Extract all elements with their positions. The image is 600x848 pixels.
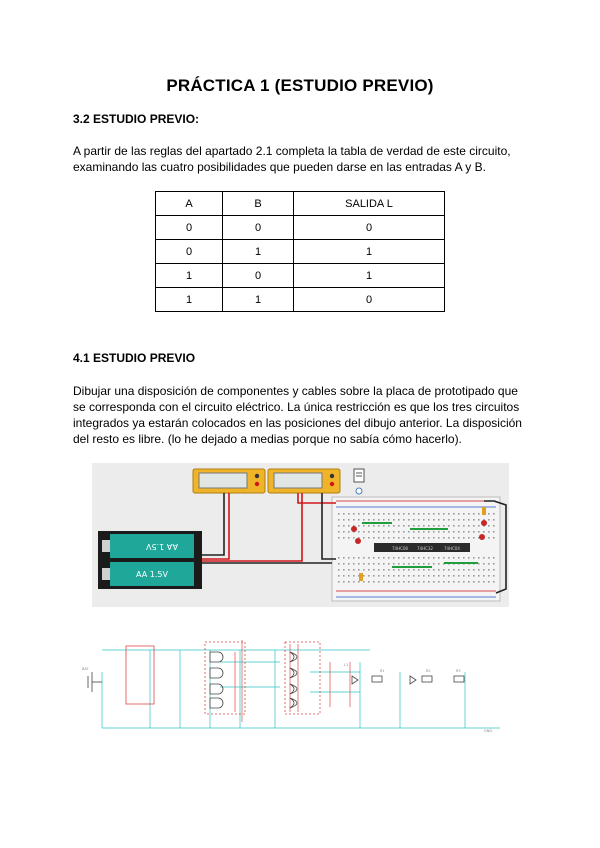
header-b: B — [223, 192, 294, 216]
cell-a: 1 — [156, 264, 223, 288]
paragraph-line: A partir de las reglas del apartado 2.1 completa la tabla de verdad de este circuito, — [73, 144, 511, 158]
paragraph-line: del resto es libre. (lo he dejado a medias porque no sabía cómo hacerlo). — [73, 432, 462, 446]
cell-b: 0 — [223, 216, 294, 240]
page-title: PRÁCTICA 1 (ESTUDIO PREVIO) — [166, 76, 434, 95]
table-row — [156, 264, 445, 288]
table-row — [156, 216, 445, 240]
notes-icon — [354, 469, 364, 494]
header-a: A — [156, 192, 223, 216]
section-heading-3-2: 3.2 ESTUDIO PREVIO: — [73, 112, 200, 126]
table-row — [156, 240, 445, 264]
section-3-2-paragraph — [73, 143, 533, 175]
svg-text:R3: R3 — [456, 669, 461, 673]
cell-a: 1 — [156, 288, 223, 312]
multimeter-right — [268, 469, 340, 493]
paragraph-line: examinando las cuatro posibilidades que pueden darse en las entradas A y B. — [73, 160, 486, 174]
multimeter-left — [193, 469, 265, 493]
paragraph-line: se corresponda con el circuito eléctrico. La única restricción es que los tres circuitos — [73, 400, 520, 414]
section-4-1-paragraph — [73, 383, 533, 447]
cell-b: 1 — [223, 288, 294, 312]
cell-b: 1 — [223, 240, 294, 264]
header-salida: SALIDA L — [294, 192, 445, 216]
cell-l: 0 — [294, 216, 445, 240]
cell-l: 1 — [294, 240, 445, 264]
schematic-drawing — [80, 632, 510, 742]
cell-b: 0 — [223, 264, 294, 288]
svg-text:74HC32: 74HC32 — [417, 546, 433, 551]
cell-a: 0 — [156, 216, 223, 240]
cell-l: 1 — [294, 264, 445, 288]
breadboard-drawing — [92, 463, 509, 607]
svg-text:74HC08: 74HC08 — [392, 546, 408, 551]
cell-l: 0 — [294, 288, 445, 312]
cell-a: 0 — [156, 240, 223, 264]
svg-text:BAT: BAT — [82, 667, 89, 671]
breadboard — [332, 497, 500, 601]
paragraph-line: integrados ya estarán colocados en las posiciones del dibujo anterior. La disposición — [73, 416, 522, 430]
section-heading-4-1: 4.1 ESTUDIO PREVIO — [73, 351, 196, 365]
svg-text:GND: GND — [484, 729, 493, 733]
svg-text:R1: R1 — [380, 669, 385, 673]
svg-text:R2: R2 — [426, 669, 431, 673]
svg-text:74HC04: 74HC04 — [444, 546, 460, 551]
truth-table — [155, 191, 445, 312]
svg-text:L1: L1 — [344, 663, 349, 667]
breadboard-screenshot — [92, 463, 509, 607]
circuit-schematic — [80, 632, 510, 742]
table-row — [156, 288, 445, 312]
battery-label-top: AA 1.5V — [146, 542, 178, 551]
battery-label-bottom: AA 1.5V — [136, 570, 168, 579]
battery-pack — [98, 531, 202, 589]
paragraph-line: Dibujar una disposición de componentes y cables sobre la placa de prototipado que — [73, 384, 518, 398]
table-header-row — [156, 192, 445, 216]
